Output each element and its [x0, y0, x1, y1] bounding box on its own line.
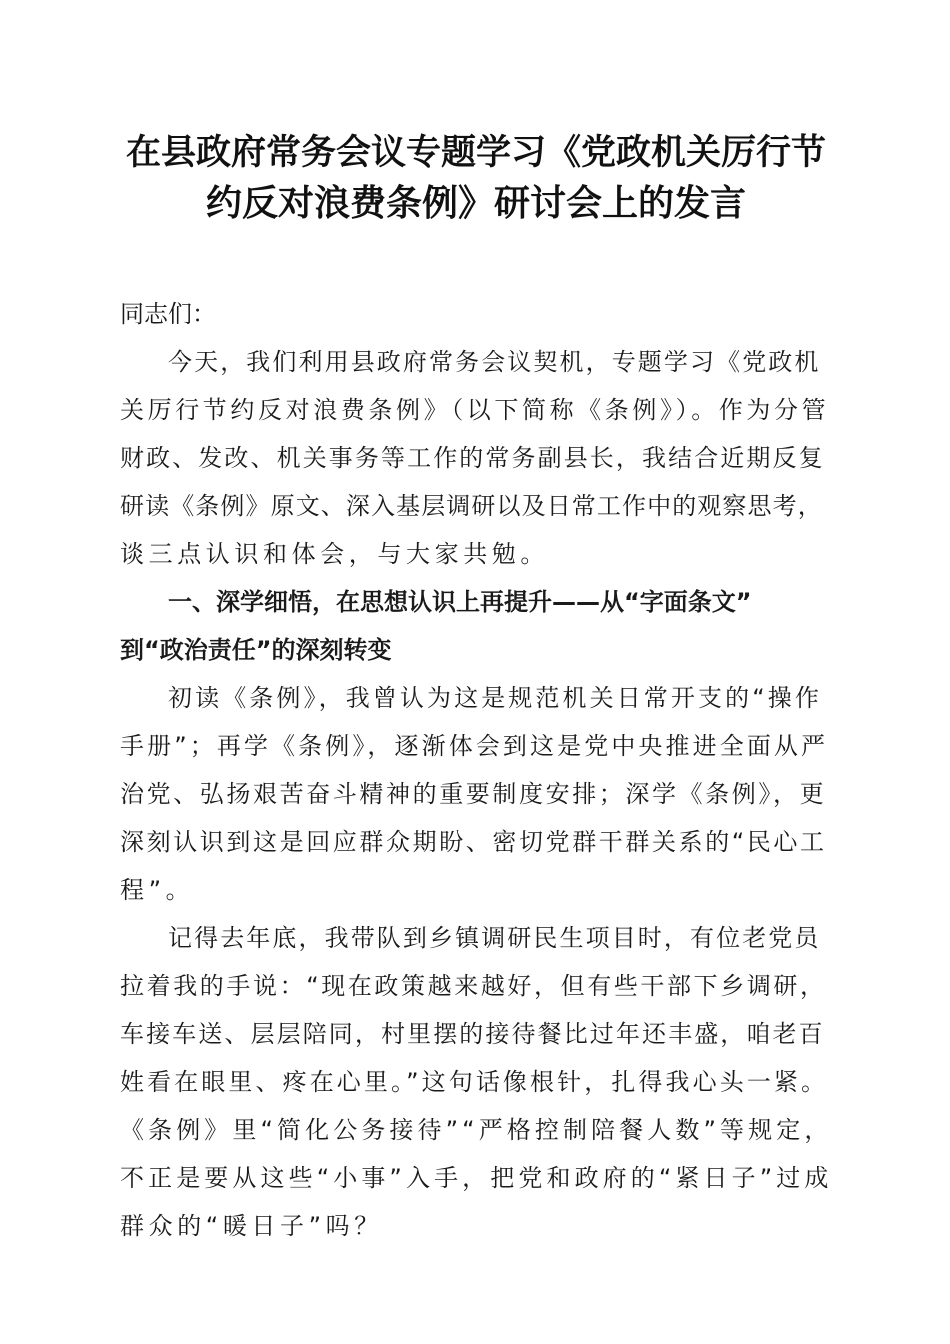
paragraph-line: 姓看在眼里、疼在心里。”这句话像根针，扎得我心头一紧。 — [120, 1068, 829, 1096]
paragraph-line: 谈三点认识和体会，与大家共勉。 — [120, 540, 549, 568]
paragraph-line: 记得去年底，我带队到乡镇调研民生项目时，有位老党员 — [168, 924, 821, 952]
paragraph-line: 初读《条例》，我曾认为这是规范机关日常开支的“操作 — [168, 684, 822, 712]
heading-line: 一、深学细悟，在思想认识上再提升——从“字面条文” — [168, 588, 752, 616]
body-paragraph — [120, 914, 832, 1250]
heading-line: 到“政治责任”的深刻转变 — [120, 636, 392, 664]
paragraph-line: 今天，我们利用县政府常务会议契机，专题学习《党政机 — [168, 348, 821, 376]
paragraph-line: 不正是要从这些“小事”入手，把党和政府的“紧日子”过成 — [120, 1164, 833, 1192]
paragraph-line: 深刻认识到这是回应群众期盼、密切党群干群关系的“民心工 — [120, 828, 827, 856]
document-page — [120, 128, 832, 1250]
section-heading — [120, 578, 832, 674]
paragraph-line: 车接车送、层层陪同，村里摆的接待餐比过年还丰盛，咱老百 — [120, 1020, 825, 1048]
salutation: 同志们： — [120, 300, 216, 328]
paragraph-line: 《条例》里“简化公务接待”“严格控制陪餐人数”等规定， — [120, 1116, 833, 1144]
paragraph-line: 研读《条例》原文、深入基层调研以及日常工作中的观察思考， — [120, 492, 823, 520]
paragraph-line: 拉着我的手说：“现在政策越来越好，但有些干部下乡调研， — [120, 972, 827, 1000]
paragraph-line: 关厉行节约反对浪费条例》（以下简称《条例》）。作为分管 — [120, 396, 830, 424]
body-paragraph — [120, 338, 832, 578]
body-paragraph — [120, 674, 832, 914]
paragraph-line: 治党、弘扬艰苦奋斗精神的重要制度安排；深学《条例》，更 — [120, 780, 827, 808]
paragraph-line: 财政、发改、机关事务等工作的常务副县长，我结合近期反复 — [120, 444, 825, 472]
paragraph-line: 程”。 — [120, 876, 195, 904]
title-line: 约反对浪费条例》研讨会上的发言 — [205, 182, 746, 224]
paragraph-line: 手册”；再学《条例》，逐渐体会到这是党中央推进全面从严 — [120, 732, 829, 760]
document-title — [120, 128, 832, 228]
title-line: 在县政府常务会议专题学习《党政机关厉行节 — [125, 132, 826, 173]
paragraph-line: 群众的“暖日子”吗？ — [120, 1212, 383, 1240]
